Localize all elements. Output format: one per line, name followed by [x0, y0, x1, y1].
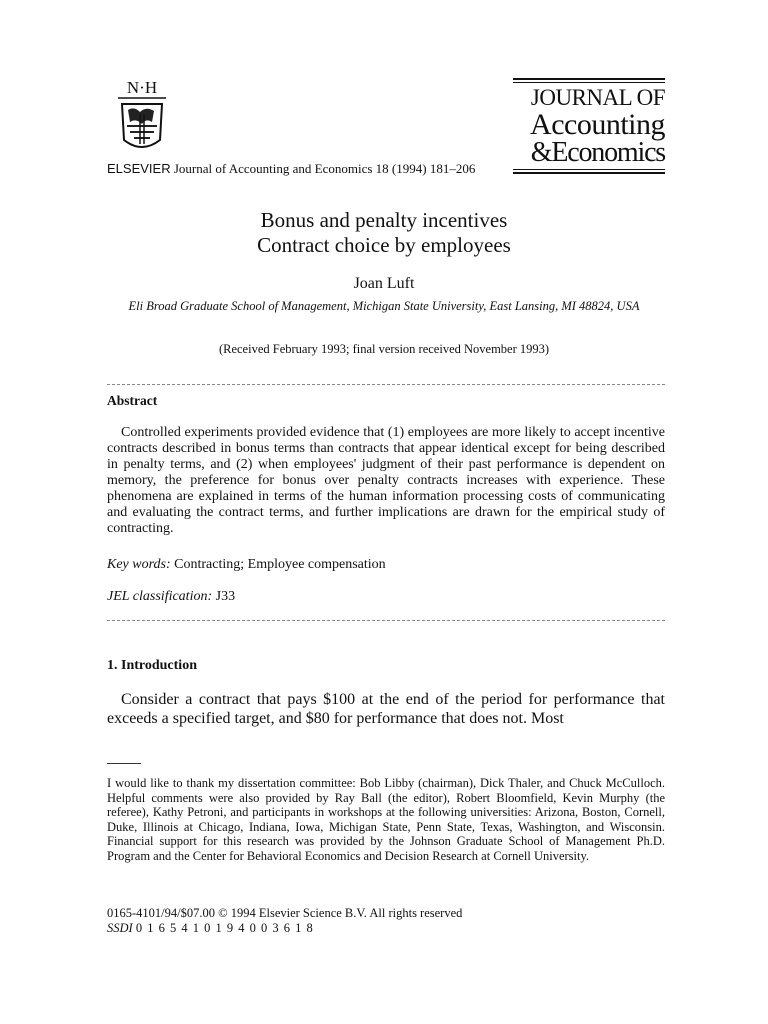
abstract-top-rule: [107, 384, 665, 385]
keywords-label: Key words:: [107, 557, 171, 572]
abstract-bottom-rule: [107, 620, 665, 621]
publisher-logo-text: N·H: [126, 78, 158, 97]
ssdi-line: [107, 921, 314, 936]
masthead-top-rule: [513, 78, 665, 80]
journal-masthead: [513, 78, 665, 174]
title-line1: Bonus and penalty incentives: [260, 208, 508, 232]
section-heading-introduction: 1. Introduction: [107, 658, 197, 673]
introduction-text: Consider a contract that pays $100 at the end of the period for performance that exceeds a specified target, and $80 for performance that does not. Most: [107, 691, 665, 727]
jel-label: JEL classification:: [107, 589, 213, 604]
copyright-line: 0165-4101/94/$07.00 © 1994 Elsevier Science B.V. All rights reserved: [107, 906, 463, 920]
publisher-logo: [112, 78, 172, 160]
masthead-bottom-rule: [513, 172, 665, 174]
acknowledgement-footnote: I would like to thank my dissertation committee: Bob Libby (chairman), Dick Thaler, and Chuck McCulloch. Helpful comments were also provided by Ray Ball (the editor), Robert Bloomfield, Kevin Murphy (the referee), Kathy Petroni, and participants in workshops at the following universities: Arizona, Boston, Cornell, Duke, Illinois at Chicago, Indiana, Iowa, Michigan State, Penn State, Texas, Washington, and Wisconsin. Financial support for this research was provided by the Johnson Graduate School of Management Ph.D. Program and the Center for Behavioral Economics and Decision Research at Cornell University.: [107, 776, 665, 863]
ssdi-value: 0 1 6 5 4 1 0 1 9 4 0 0 3 6 1 8: [135, 921, 314, 935]
abstract-text: Controlled experiments provided evidence that (1) employees are more likely to accept incentive contracts described in bonus terms than contracts that appear identical except for being described in penalty terms, and (2) when employees' judgment of their past performance is dependent on memory, the preference for bonus over penalty contracts increases with experience. These phenomena are explained in terms of the human information processing costs of communicating and evaluating the contract terms, and further implications are drawn for the empirical study of contracting.: [107, 425, 665, 536]
citation-text: Journal of Accounting and Economics 18 (1994) 181–206: [173, 161, 476, 176]
masthead-line1: JOURNAL OF: [530, 85, 665, 110]
keywords-value: Contracting; Employee compensation: [174, 557, 386, 572]
jel-classification: [107, 589, 235, 605]
jel-value: J33: [215, 589, 236, 604]
masthead-line3: &Economics: [530, 137, 665, 168]
article-title: [0, 208, 768, 258]
title-line2: Contract choice by employees: [257, 233, 511, 257]
masthead-bottom-rule-thin: [513, 169, 665, 170]
received-dates: (Received February 1993; final version received November 1993): [218, 342, 550, 356]
journal-citation: [107, 161, 475, 177]
author-affiliation: Eli Broad Graduate School of Management, Michigan State University, East Lansing, MI 48824, USA: [128, 299, 640, 313]
footnote-rule: [107, 763, 141, 764]
ssdi-label: SSDI: [107, 921, 133, 935]
author-name: Joan Luft: [353, 275, 415, 292]
abstract-heading: Abstract: [107, 393, 158, 408]
publisher-imprint: ELSEVIER: [107, 161, 171, 176]
masthead-line2: Accounting: [530, 108, 665, 141]
masthead-top-rule-thin: [513, 82, 665, 83]
keywords: [107, 557, 386, 573]
